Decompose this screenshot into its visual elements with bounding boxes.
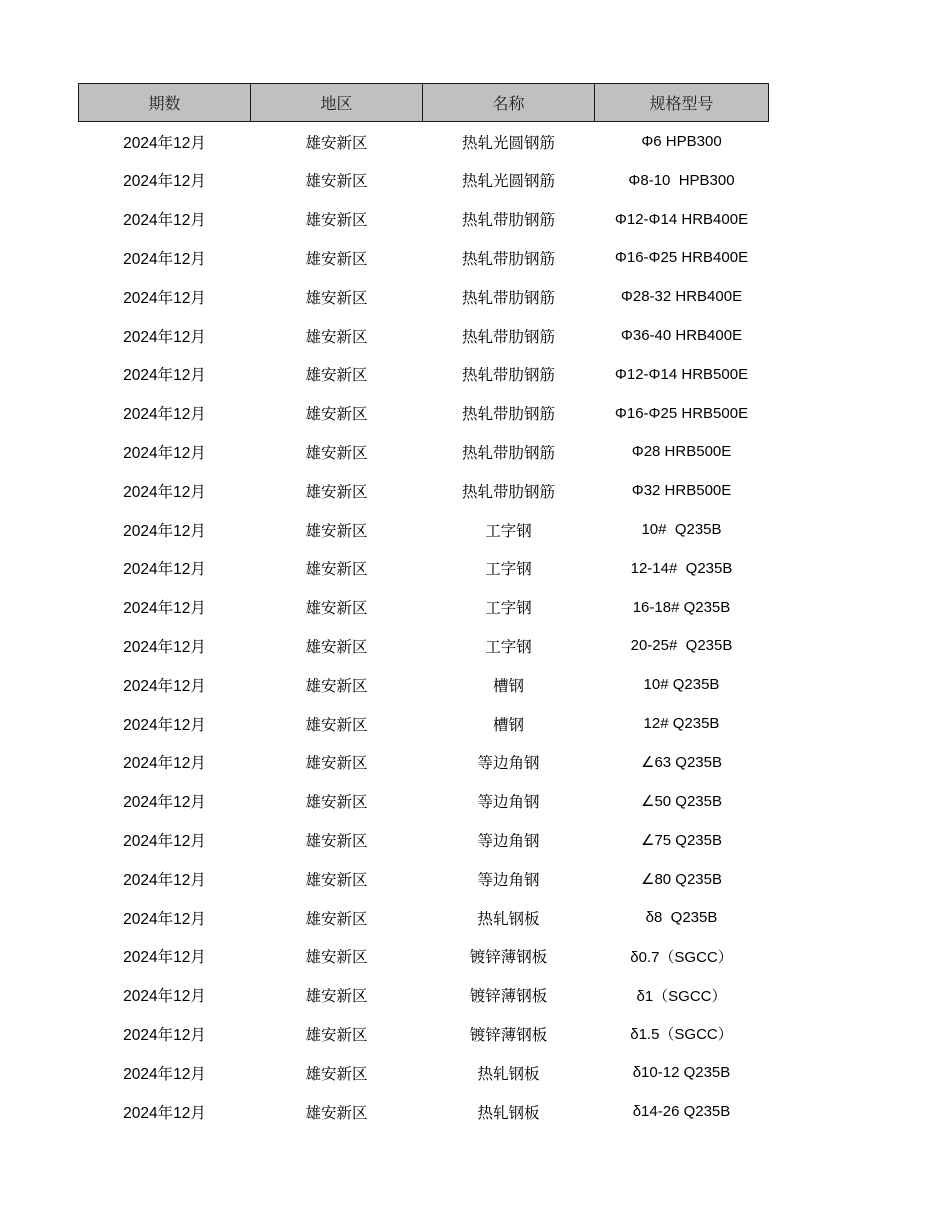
cell-spec[interactable]: δ1.5（SGCC） [630, 1026, 733, 1044]
cell-region[interactable]: 雄安新区 [305, 367, 368, 385]
cell-region[interactable]: 雄安新区 [305, 871, 368, 889]
table-row [79, 394, 769, 433]
table-row [79, 355, 769, 394]
table-row [79, 782, 769, 821]
cell-spec[interactable]: Φ12-Φ14 HRB500E [614, 365, 749, 383]
table-row [79, 277, 769, 316]
cell-period[interactable]: 2024年12月 [123, 134, 206, 152]
cell-name[interactable]: 镀锌薄钢板 [469, 1026, 548, 1044]
cell-name[interactable]: 热轧光圆钢筋 [461, 134, 555, 152]
table-body [79, 122, 769, 1131]
cell-period[interactable]: 2024年12月 [123, 483, 206, 501]
cell-region[interactable]: 雄安新区 [305, 444, 368, 462]
cell-name[interactable]: 热轧带肋钢筋 [461, 250, 555, 268]
table-row [79, 588, 769, 627]
cell-period[interactable]: 2024年12月 [123, 677, 206, 695]
cell-spec[interactable]: Φ28 HRB500E [631, 443, 732, 461]
table-row [79, 549, 769, 588]
cell-period[interactable]: 2024年12月 [123, 367, 206, 385]
cell-region[interactable]: 雄安新区 [305, 677, 368, 695]
cell-name[interactable]: 工字钢 [485, 561, 532, 579]
cell-period[interactable]: 2024年12月 [123, 406, 206, 424]
cell-name[interactable]: 热轧钢板 [477, 1104, 540, 1122]
cell-name[interactable]: 热轧带肋钢筋 [461, 444, 555, 462]
cell-period[interactable]: 2024年12月 [123, 949, 206, 967]
table-row [79, 239, 769, 278]
cell-spec[interactable]: Φ8-10 HPB300 [628, 171, 735, 189]
cell-name[interactable]: 槽钢 [492, 716, 524, 734]
table-row [79, 471, 769, 510]
cell-region[interactable]: 雄安新区 [305, 483, 368, 501]
table-row [79, 200, 769, 239]
cell-region[interactable]: 雄安新区 [305, 1065, 368, 1083]
cell-region[interactable]: 雄安新区 [305, 638, 368, 656]
cell-period[interactable]: 2024年12月 [123, 522, 206, 540]
table-row [79, 627, 769, 666]
cell-name[interactable]: 工字钢 [485, 600, 532, 618]
cell-name[interactable]: 热轧带肋钢筋 [461, 212, 555, 230]
cell-spec[interactable]: 12-14# Q235B [630, 559, 733, 577]
cell-name[interactable]: 热轧带肋钢筋 [461, 367, 555, 385]
cell-region[interactable]: 雄安新区 [305, 328, 368, 346]
cell-region[interactable]: 雄安新区 [305, 794, 368, 812]
cell-spec[interactable]: δ8 Q235B [645, 909, 718, 927]
cell-name[interactable]: 镀锌薄钢板 [469, 949, 548, 967]
header-period[interactable]: 期数 [79, 84, 251, 122]
cell-period[interactable]: 2024年12月 [123, 212, 206, 230]
table-row [79, 898, 769, 937]
cell-period[interactable]: 2024年12月 [123, 561, 206, 579]
header-name[interactable]: 名称 [423, 84, 595, 122]
cell-spec[interactable]: Φ28-32 HRB400E [620, 288, 743, 306]
table-row [79, 510, 769, 549]
cell-spec[interactable]: Φ16-Φ25 HRB500E [614, 404, 749, 422]
cell-spec[interactable]: δ14-26 Q235B [632, 1103, 731, 1121]
cell-spec[interactable]: Φ36-40 HRB400E [620, 327, 743, 345]
table-row [79, 1092, 769, 1131]
cell-region[interactable]: 雄安新区 [305, 212, 368, 230]
table-row [79, 665, 769, 704]
cell-period[interactable]: 2024年12月 [123, 250, 206, 268]
cell-name[interactable]: 热轧钢板 [477, 1065, 540, 1083]
cell-spec[interactable]: Φ16-Φ25 HRB400E [614, 249, 749, 267]
table-row [79, 1053, 769, 1092]
cell-spec[interactable]: Φ6 HPB300 [641, 133, 722, 150]
cell-spec[interactable]: ∠75 Q235B [641, 831, 722, 849]
cell-period[interactable]: 2024年12月 [123, 716, 206, 734]
cell-name[interactable]: 工字钢 [485, 638, 532, 656]
cell-region[interactable]: 雄安新区 [305, 755, 368, 773]
cell-name[interactable]: 槽钢 [492, 677, 524, 695]
cell-name[interactable]: 等边角钢 [477, 755, 540, 773]
cell-period[interactable]: 2024年12月 [123, 871, 206, 889]
cell-spec[interactable]: δ0.7（SGCC） [630, 948, 733, 966]
table-row [79, 122, 769, 162]
cell-period[interactable]: 2024年12月 [123, 444, 206, 462]
cell-period[interactable]: 2024年12月 [123, 1104, 206, 1122]
cell-spec[interactable]: 12# Q235B [643, 715, 720, 733]
table-row [79, 704, 769, 743]
cell-spec[interactable]: 10# Q235B [641, 521, 722, 539]
cell-spec[interactable]: ∠80 Q235B [641, 870, 722, 888]
cell-period[interactable]: 2024年12月 [123, 1065, 206, 1083]
cell-name[interactable]: 热轧带肋钢筋 [461, 289, 555, 307]
cell-spec[interactable]: ∠50 Q235B [641, 793, 722, 811]
cell-period[interactable]: 2024年12月 [123, 289, 206, 307]
table-row [79, 1015, 769, 1054]
cell-spec[interactable]: Φ32 HRB500E [631, 482, 732, 500]
table-row [79, 937, 769, 976]
table-row [79, 161, 769, 200]
table-row [79, 316, 769, 355]
cell-period[interactable]: 2024年12月 [123, 638, 206, 656]
cell-name[interactable]: 热轧光圆钢筋 [461, 173, 555, 191]
spreadsheet-page [78, 83, 768, 1131]
cell-period[interactable]: 2024年12月 [123, 1026, 206, 1044]
cell-name[interactable]: 热轧带肋钢筋 [461, 483, 555, 501]
cell-spec[interactable]: 16-18# Q235B [632, 598, 731, 616]
cell-name[interactable]: 镀锌薄钢板 [469, 988, 548, 1006]
cell-name[interactable]: 等边角钢 [477, 871, 540, 889]
cell-region[interactable]: 雄安新区 [305, 910, 368, 928]
header-region[interactable]: 地区 [251, 84, 423, 122]
cell-name[interactable]: 热轧钢板 [477, 910, 540, 928]
cell-period[interactable]: 2024年12月 [123, 832, 206, 850]
cell-period[interactable]: 2024年12月 [123, 755, 206, 773]
cell-region[interactable]: 雄安新区 [305, 949, 368, 967]
cell-region[interactable]: 雄安新区 [305, 250, 368, 268]
cell-period[interactable]: 2024年12月 [123, 600, 206, 618]
cell-spec[interactable]: 10# Q235B [643, 676, 720, 694]
cell-period[interactable]: 2024年12月 [123, 910, 206, 928]
table-row [79, 433, 769, 472]
cell-period[interactable]: 2024年12月 [123, 988, 206, 1006]
cell-spec[interactable]: ∠63 Q235B [641, 754, 722, 772]
cell-name[interactable]: 热轧带肋钢筋 [461, 328, 555, 346]
cell-region[interactable]: 雄安新区 [305, 134, 368, 152]
cell-region[interactable]: 雄安新区 [305, 988, 368, 1006]
cell-region[interactable]: 雄安新区 [305, 289, 368, 307]
cell-spec[interactable]: Φ12-Φ14 HRB400E [614, 210, 749, 228]
cell-region[interactable]: 雄安新区 [305, 561, 368, 579]
cell-name[interactable]: 等边角钢 [477, 832, 540, 850]
header-row [79, 84, 769, 122]
cell-period[interactable]: 2024年12月 [123, 173, 206, 191]
cell-region[interactable]: 雄安新区 [305, 406, 368, 424]
cell-region[interactable]: 雄安新区 [305, 522, 368, 540]
cell-name[interactable]: 工字钢 [485, 522, 532, 540]
cell-region[interactable]: 雄安新区 [305, 832, 368, 850]
cell-region[interactable]: 雄安新区 [305, 1104, 368, 1122]
cell-region[interactable]: 雄安新区 [305, 173, 368, 191]
table-row [79, 821, 769, 860]
table-row [79, 976, 769, 1015]
cell-period[interactable]: 2024年12月 [123, 794, 206, 812]
cell-name[interactable]: 热轧带肋钢筋 [461, 406, 555, 424]
cell-spec[interactable]: δ10-12 Q235B [632, 1064, 731, 1082]
table-row [79, 743, 769, 782]
cell-spec[interactable]: 20-25# Q235B [630, 637, 733, 655]
cell-region[interactable]: 雄安新区 [305, 600, 368, 618]
cell-name[interactable]: 等边角钢 [477, 794, 540, 812]
steel-spec-table [78, 83, 769, 1131]
cell-region[interactable]: 雄安新区 [305, 1026, 368, 1044]
header-spec[interactable]: 规格型号 [595, 84, 769, 122]
cell-spec[interactable]: δ1（SGCC） [636, 987, 727, 1005]
cell-region[interactable]: 雄安新区 [305, 716, 368, 734]
table-header [79, 84, 769, 122]
cell-period[interactable]: 2024年12月 [123, 328, 206, 346]
table-row [79, 859, 769, 898]
